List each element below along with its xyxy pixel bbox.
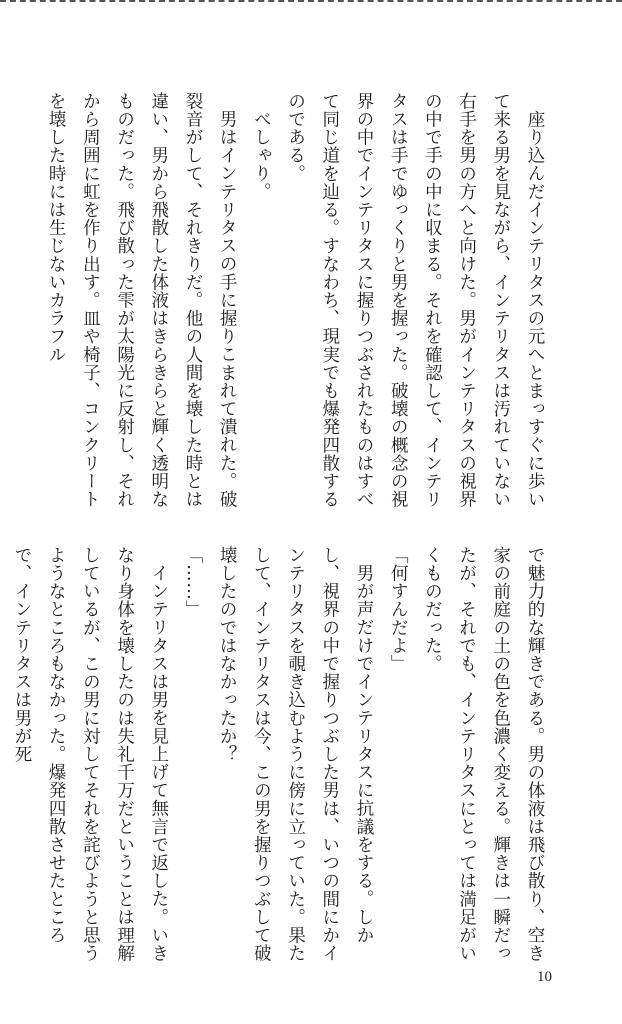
paragraph: インテリタスは男を見上げて無言で返した。いきなり身体を壊したのは失礼千万だということは理解しているが、この男に対してそれを詫びようと思うようなところもなかった。爆発四散させたところで、インテリタスは男が死 (11, 546, 169, 963)
paragraph: 男が声だけでインテリタスに抗議をする。しかし、視界の中で握りつぶした男は、いつの間にかインテリタスを覗き込むように傍に立っていた。果たして、インテリタスは今、この男を握りつぶして破壊したのではなかったか？ (217, 546, 374, 963)
paragraph: べしゃり。 (251, 109, 272, 200)
page-number: 10 (537, 969, 552, 985)
dialogue-line: 「……」 (182, 546, 203, 619)
upper-text-block (46, 92, 552, 524)
paragraph-continuation: で魅力的な輝きである。男の体液は飛び散り、空き家の前庭の土の色を色濃く変える。輝きは一瞬だったが、それでも、インテリタスにとっては満足がいくものだった。 (422, 546, 545, 963)
paragraph: 男はインテリタスの手に握りこまれて潰れた。破裂音がして、それきりだ。他の人間を壊した時とは違い、男から飛散した体液はきらきらと輝く透明なものだった。飛び散った雫が太陽光に反射し、それから周囲に虹を作り出す。皿や椅子、コンクリートを壊した時には生じないカラフル (46, 92, 238, 509)
lower-text-block (11, 546, 552, 978)
paragraph: 座り込んだインテリタスの元へとまっすぐに歩いて来る男を見ながら、インテリタスは汚れていない右手を男の方へと向けた。男がインテリタスの視界の中で手の中に収まる。それを確認して、インテリタスは手でゆっくりと男を握った。破壊の概念の視界の中でインテリタスに握りつぶされたものはすべて同じ道を辿る。すなわち、現実でも爆発四散するのである。 (285, 92, 545, 509)
dialogue-line: 「何すんだよ」 (388, 546, 409, 673)
